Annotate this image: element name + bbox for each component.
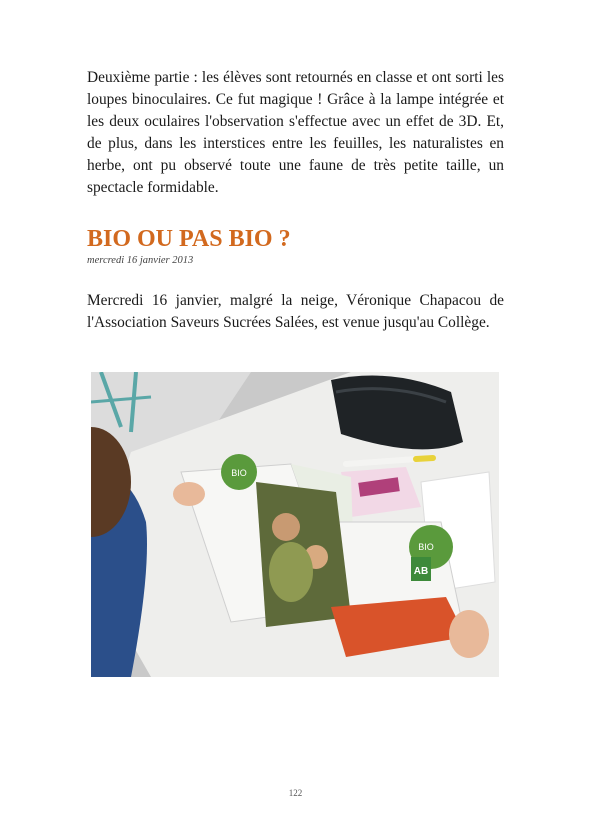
photo-illustration (91, 372, 499, 677)
leaflet-stamp-1: BIO (231, 468, 247, 478)
article-body: Mercredi 16 janvier, malgré la neige, Véronique Chapacou de l'Association Saveurs Sucrées Salées, est venue jusqu'au Collège. (87, 292, 504, 331)
article-photo (91, 372, 499, 677)
page-number: 122 (288, 788, 303, 798)
leaflet-stamp-2: BIO (418, 542, 434, 552)
article-title: BIO OU PAS BIO ? (87, 226, 291, 252)
ab-logo: AB (413, 566, 429, 577)
paragraph-intro: Deuxième partie : les élèves sont retournés en classe et ont sorti les loupes binoculaires. Ce fut magique ! Grâce à la lampe intégrée et les deux oculaires l'observation s'effectue avec un effet de 3D. Et, de plus, dans les interstices entre les feuilles, les naturalistes en herbe, ont pu observé toute une faune de très petite taille, un spectacle formidable. (87, 69, 504, 196)
article-date: mercredi 16 janvier 2013 (87, 255, 194, 266)
